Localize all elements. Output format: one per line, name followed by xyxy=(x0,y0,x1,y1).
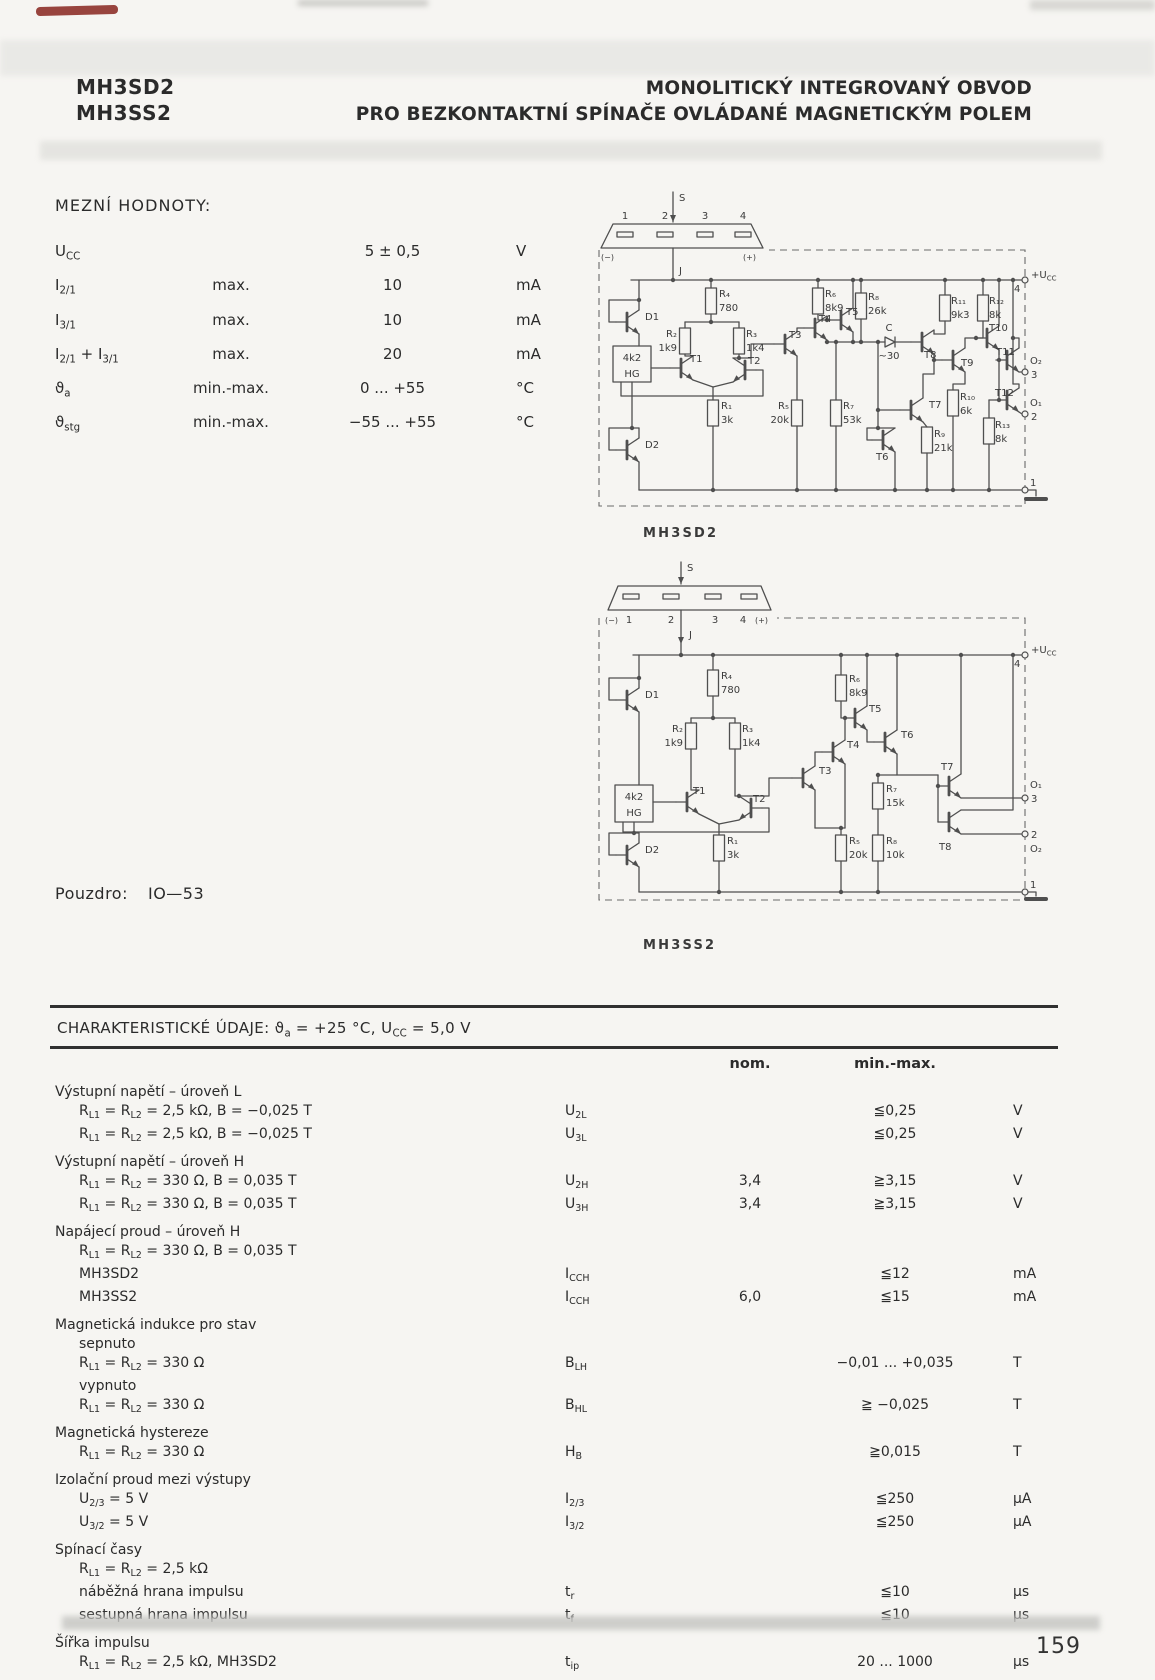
minus-label: (−) xyxy=(601,253,614,262)
char-cell: $R_{L1} = R_{L2} = 2,5$ kΩ xyxy=(79,1561,208,1580)
r4-label: R₄ xyxy=(721,671,732,682)
r6-label: R₆ xyxy=(849,674,860,685)
char-row xyxy=(55,1242,1060,1265)
char-cell: $U_{3/2} = 5$ V xyxy=(79,1514,149,1533)
rule-mid xyxy=(50,1046,1058,1049)
char-cell: T xyxy=(1013,1444,1022,1461)
char-cell: V xyxy=(1013,1103,1023,1119)
r2-label: R₂ xyxy=(666,329,677,340)
char-cell: $t_{ip}$ xyxy=(565,1654,580,1673)
char-cell: 3,4 xyxy=(738,1196,762,1213)
char-group-row xyxy=(55,1083,1060,1102)
page-title xyxy=(356,76,1032,128)
char-row xyxy=(55,1265,1060,1288)
char-cell xyxy=(695,1583,805,1606)
r3-value: 1k4 xyxy=(742,738,761,749)
char-cell: $U_{3L}$ xyxy=(565,1126,587,1145)
package-note-value: IO—53 xyxy=(147,884,205,903)
t6-label: T6 xyxy=(901,730,914,741)
char-cell xyxy=(565,1377,695,1396)
char-cell: V xyxy=(1013,1126,1023,1143)
char-cell xyxy=(565,1560,695,1583)
char-cell: μs xyxy=(1013,1584,1030,1601)
pkg-pin1-label: 1 xyxy=(625,615,633,626)
char-row xyxy=(55,1377,1060,1396)
pin4-label: 4 xyxy=(1014,284,1021,295)
char-cell: 3,4 xyxy=(738,1173,762,1190)
char-cell xyxy=(565,1335,695,1354)
char-cell: $U_{2/3} = 5$ V xyxy=(79,1491,149,1510)
limits-cell: $ϑ_a$ xyxy=(55,379,71,400)
cap-c-label: C xyxy=(885,323,893,334)
char-group-row xyxy=(55,1424,1060,1443)
char-row xyxy=(55,1288,1060,1311)
limits-cell: 0 ... +55 xyxy=(359,379,426,397)
pin4-label: 4 xyxy=(1014,659,1021,670)
r12-label: R₁₂ xyxy=(989,296,1004,307)
diagram1-caption: MH3SD2 xyxy=(643,526,719,541)
r7-label: R₇ xyxy=(843,401,854,412)
minus-label: (−) xyxy=(605,616,618,625)
r1-value: 3k xyxy=(721,415,734,426)
char-cell: $U_{3H}$ xyxy=(565,1196,589,1215)
limits-section xyxy=(55,196,615,443)
char-cell: $R_{L1} = R_{L2} = 330$ Ω, B = 0,035 T xyxy=(79,1173,297,1192)
pkg-pin3-label: 3 xyxy=(711,615,719,626)
col-header-nom: nom. xyxy=(729,1056,771,1072)
wires xyxy=(609,655,1022,892)
r11-value: 9k3 xyxy=(951,310,970,321)
char-cell: $I_{CCH}$ xyxy=(565,1266,590,1285)
scan-smudge-top xyxy=(0,40,1155,76)
limits-row xyxy=(55,306,615,340)
char-cell: ≦10 xyxy=(880,1584,910,1601)
char-cell: $H_B$ xyxy=(565,1444,583,1463)
t5-label: T5 xyxy=(869,704,882,715)
pin1-label: 1 xyxy=(1030,880,1037,891)
pin2-label: 2 xyxy=(1031,830,1038,841)
limits-cell: 20 xyxy=(382,344,403,363)
product-codes xyxy=(76,74,174,126)
hall-generator-label: HG xyxy=(626,808,642,819)
char-cell: −0,01 ... +0,035 xyxy=(836,1355,954,1372)
limits-cell: $U_{CC}$ xyxy=(55,242,81,263)
char-row xyxy=(55,1490,1060,1513)
char-cell xyxy=(695,1377,805,1396)
limits-cell: max. xyxy=(212,310,250,329)
char-cell: $R_{L1} = R_{L2} = 2,5$ kΩ, B = −0,025 T xyxy=(79,1103,312,1122)
pin3-label: 3 xyxy=(1031,370,1038,381)
r1-value: 3k xyxy=(727,850,740,861)
pin1-label: 1 xyxy=(1030,478,1037,489)
cap-c-value: ~30 xyxy=(878,351,900,362)
r12-value: 8k xyxy=(989,310,1002,321)
d2-label: D2 xyxy=(645,845,660,856)
char-cell: $U_{2L}$ xyxy=(565,1103,587,1122)
char-cell: ≦15 xyxy=(880,1289,910,1306)
rule-top xyxy=(50,1005,1058,1008)
limits-row xyxy=(55,340,615,374)
char-row xyxy=(55,1560,1060,1583)
pin3-label: 3 xyxy=(1031,794,1038,805)
product-code-1: MH3SD2 xyxy=(76,75,175,99)
r8-value: 10k xyxy=(886,850,905,861)
limits-cell: min.-max. xyxy=(193,413,269,432)
circuit-diagram-mh3sd2 xyxy=(593,188,1063,518)
limits-cell: mA xyxy=(516,344,541,363)
title-line-1: MONOLITICKÝ INTEGROVANÝ OBVOD xyxy=(645,78,1032,99)
title-line-2: PRO BEZKONTAKTNÍ SPÍNAČE OVLÁDANÉ MAGNETICKÝM POLEM xyxy=(355,104,1032,125)
r6-value: 8k9 xyxy=(825,303,844,314)
r5-label: R₅ xyxy=(778,401,789,412)
hall-generator-value: 4k2 xyxy=(622,353,642,364)
r13-label: R₁₃ xyxy=(995,420,1010,431)
d2-label: D2 xyxy=(645,440,660,451)
limits-cell: 10 xyxy=(382,276,403,295)
r9-label: R₉ xyxy=(934,429,945,440)
r3-value: 1k4 xyxy=(746,343,765,354)
r4-label: R₄ xyxy=(719,289,730,300)
limits-cell xyxy=(167,237,295,271)
char-cell: ≦250 xyxy=(875,1514,915,1531)
circuit-diagram-mh3ss2 xyxy=(593,560,1063,915)
r1-label: R₁ xyxy=(721,401,732,412)
char-row xyxy=(55,1443,1060,1466)
char-cell: $t_r$ xyxy=(565,1584,575,1603)
char-cell: V xyxy=(1013,1173,1023,1190)
char-cell: $I_{3/2}$ xyxy=(565,1514,585,1533)
t5-label: T5 xyxy=(846,307,859,318)
char-group-label: Izolační proud mezi výstupy xyxy=(55,1472,251,1489)
limits-cell: 10 xyxy=(382,310,403,329)
pkg-pin1-label: 1 xyxy=(621,211,629,222)
package-icon xyxy=(608,562,771,655)
r2-value: 1k9 xyxy=(664,738,683,749)
char-cell: μA xyxy=(1013,1491,1032,1508)
char-cell xyxy=(985,1335,1060,1354)
char-group-label: Výstupní napětí – úroveň L xyxy=(55,1084,242,1100)
char-cell xyxy=(805,1560,985,1583)
t8-label: T8 xyxy=(939,842,952,853)
char-cell: ≧3,15 xyxy=(873,1196,917,1213)
t7-label: T7 xyxy=(941,762,954,773)
limits-cell: $I_{3/1}$ xyxy=(55,310,76,331)
char-table-title: CHARAKTERISTICKÉ ÚDAJE: $ϑ_a = +25$ °C, $U_{CC} = 5,0$ V xyxy=(57,1019,471,1040)
char-cell xyxy=(695,1560,805,1583)
char-cell xyxy=(805,1377,985,1396)
char-row xyxy=(55,1653,1060,1676)
char-cell: $B_{HL}$ xyxy=(565,1397,588,1416)
char-cell: ≧0,015 xyxy=(869,1444,921,1461)
field-j-label: J xyxy=(679,266,682,277)
char-row xyxy=(55,1102,1060,1125)
char-cell: $I_{2/3}$ xyxy=(565,1491,585,1510)
char-row xyxy=(55,1125,1060,1148)
field-s-label: S xyxy=(687,563,694,574)
char-group-row xyxy=(55,1541,1060,1560)
char-group-row xyxy=(55,1471,1060,1490)
char-row xyxy=(55,1335,1060,1354)
ground-icon xyxy=(1026,490,1046,499)
t7-label: T7 xyxy=(929,400,942,411)
r7-value: 53k xyxy=(843,415,862,426)
r4-value: 780 xyxy=(719,303,739,314)
scan-smudge-bottom-bar xyxy=(62,1616,1100,1630)
pin2-label: 2 xyxy=(1031,412,1038,423)
limits-title: MEZNÍ HODNOTY: xyxy=(55,196,212,215)
plus-label: (+) xyxy=(755,616,768,625)
r8-value: 26k xyxy=(868,306,887,317)
r2-label: R₂ xyxy=(672,724,683,735)
limits-rows xyxy=(55,237,615,443)
hall-generator-label: HG xyxy=(624,369,640,380)
char-row xyxy=(55,1172,1060,1195)
char-cell: $R_{L1} = R_{L2} = 330$ Ω xyxy=(79,1444,205,1463)
char-cell: ≦12 xyxy=(880,1266,910,1283)
r4-value: 780 xyxy=(721,685,741,696)
output-o1-label: O₁ xyxy=(1030,398,1042,409)
limits-cell: mA xyxy=(516,276,541,295)
r5-label: R₅ xyxy=(849,836,860,847)
field-s-label: S xyxy=(679,193,686,204)
field-j-label: J xyxy=(689,630,692,641)
char-cell xyxy=(695,1102,805,1125)
char-cell: T xyxy=(1013,1355,1022,1372)
char-group-label: Napájecí proud – úroveň H xyxy=(55,1224,241,1241)
char-cell xyxy=(695,1396,805,1419)
char-group-label: Spínací časy xyxy=(55,1542,143,1559)
char-cell: ≧ −0,025 xyxy=(861,1397,929,1414)
char-group-row xyxy=(55,1223,1060,1242)
t2-label: T2 xyxy=(753,794,766,805)
t8-label: T8 xyxy=(924,350,937,361)
t11-label: T11 xyxy=(996,347,1015,358)
limits-row xyxy=(55,374,615,408)
t6-label: T6 xyxy=(876,452,889,463)
limits-cell: $I_{2/1}$ xyxy=(55,276,76,297)
char-cell xyxy=(695,1354,805,1377)
t3-label: T3 xyxy=(819,766,832,777)
char-row xyxy=(55,1354,1060,1377)
t2-label: T2 xyxy=(748,356,761,367)
scan-artifact-red xyxy=(36,5,118,16)
t1-label: T1 xyxy=(693,786,706,797)
char-cell xyxy=(695,1335,805,1354)
char-cell: $I_{CCH}$ xyxy=(565,1289,590,1308)
limits-cell: 5 ± 0,5 xyxy=(364,242,421,260)
char-table-rows xyxy=(55,1078,1060,1677)
char-cell: MH3SD2 xyxy=(79,1266,140,1283)
r2-value: 1k9 xyxy=(658,343,677,354)
char-cell: μA xyxy=(1013,1514,1032,1531)
limits-cell: mA xyxy=(516,310,541,329)
t10-label: T10 xyxy=(989,323,1008,334)
char-cell: $R_{L1} = R_{L2} = 2,5$ kΩ, MH3SD2 xyxy=(79,1654,277,1673)
ucc-label: $+U_{CC}$ xyxy=(1031,645,1057,658)
char-cell xyxy=(695,1653,805,1676)
product-code-2: MH3SS2 xyxy=(76,101,172,125)
char-cell xyxy=(695,1265,805,1288)
char-cell xyxy=(695,1125,805,1148)
char-cell xyxy=(695,1242,805,1265)
scan-smudge-under-header xyxy=(40,141,1102,160)
limits-cell: $I_{2/1} + I_{3/1}$ xyxy=(55,344,119,365)
r10-label: R₁₀ xyxy=(960,392,975,403)
r6-label: R₆ xyxy=(825,289,836,300)
char-cell: V xyxy=(1013,1196,1023,1213)
plus-label: (+) xyxy=(743,253,756,262)
ground-icon xyxy=(1026,892,1046,899)
t4-label: T4 xyxy=(847,740,860,751)
char-group-label: Magnetická hystereze xyxy=(55,1425,209,1442)
char-cell: $R_{L1} = R_{L2} = 330$ Ω xyxy=(79,1397,205,1416)
char-cell: MH3SS2 xyxy=(79,1289,138,1306)
t12-label: T12 xyxy=(995,388,1014,399)
char-row xyxy=(55,1396,1060,1419)
pkg-pin3-label: 3 xyxy=(701,211,709,222)
char-row xyxy=(55,1195,1060,1218)
limits-row xyxy=(55,271,615,305)
char-cell: ≧3,15 xyxy=(873,1173,917,1190)
char-cell: mA xyxy=(1013,1289,1037,1306)
char-group-row xyxy=(55,1634,1060,1653)
r10-value: 6k xyxy=(960,406,973,417)
scan-smudge-top-right xyxy=(1030,0,1155,10)
char-row xyxy=(55,1513,1060,1536)
char-cell: $R_{L1} = R_{L2} = 330$ Ω, B = 0,035 T xyxy=(79,1243,297,1262)
char-cell xyxy=(985,1377,1060,1396)
char-cell: 20 ... 1000 xyxy=(857,1654,933,1671)
char-cell: $R_{L1} = R_{L2} = 330$ Ω, B = 0,035 T xyxy=(79,1196,297,1215)
r7-value: 15k xyxy=(886,798,905,809)
char-cell: $B_{LH}$ xyxy=(565,1355,588,1374)
char-cell: ≦0,25 xyxy=(873,1126,917,1143)
char-cell: $R_{L1} = R_{L2} = 2,5$ kΩ, B = −0,025 T xyxy=(79,1126,312,1145)
output-o2-label: O₂ xyxy=(1030,844,1042,855)
char-cell: $R_{L1} = R_{L2} = 330$ Ω xyxy=(79,1355,205,1374)
output-o1-label: O₁ xyxy=(1030,780,1042,791)
char-group-label: Šířka impulsu xyxy=(55,1635,150,1652)
col-header-minmax: min.-max. xyxy=(854,1056,936,1072)
r7-label: R₇ xyxy=(886,784,897,795)
limits-cell: max. xyxy=(212,276,250,295)
output-o2-label: O₂ xyxy=(1030,356,1042,367)
r1-label: R₁ xyxy=(727,836,738,847)
char-cell xyxy=(805,1335,985,1354)
char-cell xyxy=(565,1242,695,1265)
char-cell: $U_{2H}$ xyxy=(565,1173,589,1192)
r9-value: 21k xyxy=(934,443,953,454)
limits-cell: V xyxy=(516,242,527,260)
char-cell: mA xyxy=(1013,1266,1037,1283)
char-group-label: Magnetická indukce pro stav xyxy=(55,1317,257,1334)
t1-label: T1 xyxy=(690,354,703,365)
r11-label: R₁₁ xyxy=(951,296,966,307)
limits-row xyxy=(55,237,615,271)
char-group-label: Výstupní napětí – úroveň H xyxy=(55,1154,245,1171)
t3-label: T3 xyxy=(789,330,802,341)
r3-label: R₃ xyxy=(746,329,757,340)
char-cell: ≦0,25 xyxy=(873,1103,917,1119)
hall-generator-value: 4k2 xyxy=(624,792,644,803)
char-cell xyxy=(805,1242,985,1265)
char-cell: μs xyxy=(1013,1654,1030,1671)
char-cell: vypnuto xyxy=(79,1378,137,1395)
char-cell: sepnuto xyxy=(79,1336,136,1353)
ucc-label: $+U_{CC}$ xyxy=(1031,270,1057,283)
page-number: 159 xyxy=(1036,1634,1081,1659)
char-row xyxy=(55,1583,1060,1606)
package-note-label: Pouzdro: xyxy=(55,884,128,903)
pkg-pin2-label: 2 xyxy=(661,211,669,222)
r8-label: R₈ xyxy=(868,292,879,303)
t4-label: T4 xyxy=(819,314,832,325)
limits-cell: °C xyxy=(516,379,534,397)
r5-value: 20k xyxy=(770,415,789,426)
limits-cell: max. xyxy=(212,344,250,363)
diagram2-caption: MH3SS2 xyxy=(643,938,717,953)
char-cell xyxy=(695,1443,805,1466)
char-group-row xyxy=(55,1316,1060,1335)
char-cell: náběžná hrana impulsu xyxy=(79,1584,244,1601)
char-cell xyxy=(695,1513,805,1536)
r3-label: R₃ xyxy=(742,724,753,735)
char-cell: 6,0 xyxy=(738,1289,762,1306)
limits-cell: min.-max. xyxy=(193,379,269,397)
package-icon xyxy=(601,192,763,280)
pkg-pin4-label: 4 xyxy=(739,211,747,222)
limits-cell: $ϑ_{stg}$ xyxy=(55,413,81,434)
char-cell xyxy=(985,1560,1060,1583)
d1-label: D1 xyxy=(645,312,660,323)
r13-value: 8k xyxy=(995,434,1008,445)
limits-cell: −55 ... +55 xyxy=(348,413,437,432)
char-cell xyxy=(985,1242,1060,1265)
scan-smudge-top-center xyxy=(298,0,428,6)
limits-row xyxy=(55,408,615,442)
pkg-pin2-label: 2 xyxy=(667,615,675,626)
r8-label: R₈ xyxy=(886,836,897,847)
pkg-pin4-label: 4 xyxy=(739,615,747,626)
char-cell: T xyxy=(1013,1397,1022,1414)
d1-label: D1 xyxy=(645,690,660,701)
r5-value: 20k xyxy=(849,850,868,861)
r6-value: 8k9 xyxy=(849,688,868,699)
char-group-row xyxy=(55,1153,1060,1172)
limits-cell: °C xyxy=(516,413,534,432)
char-cell xyxy=(695,1490,805,1513)
t9-label: T9 xyxy=(961,358,974,369)
package-note xyxy=(55,884,224,903)
char-cell: ≦250 xyxy=(875,1491,915,1508)
